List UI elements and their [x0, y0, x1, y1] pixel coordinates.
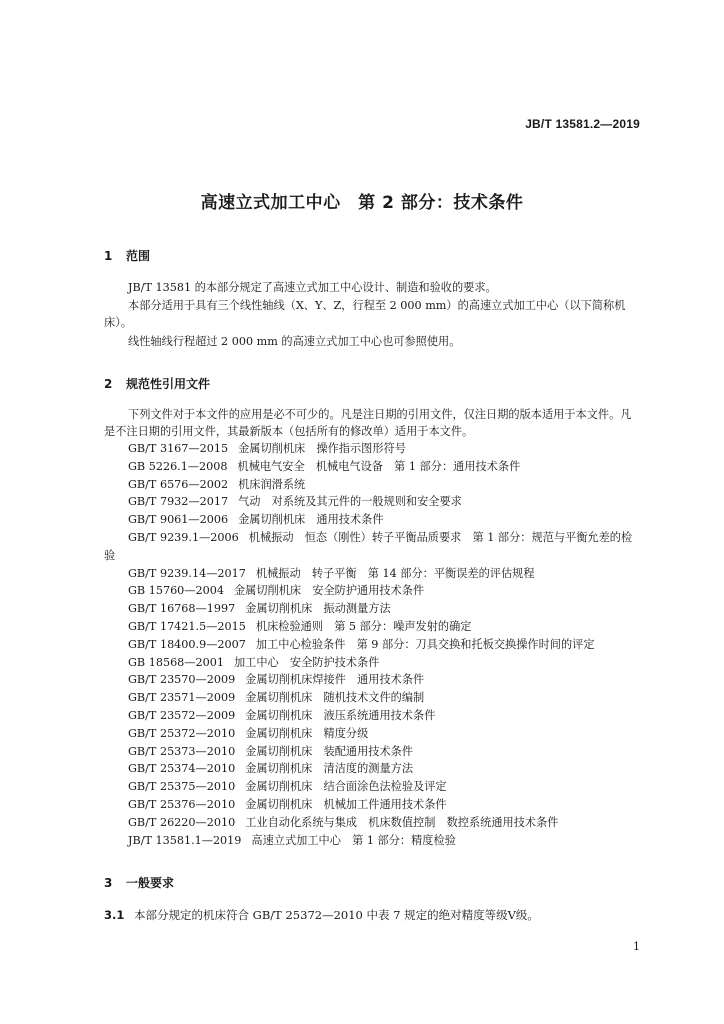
section-title: 规范性引用文件 [126, 377, 211, 391]
section-2-intro: 下列文件对于本文件的应用是必不可少的。凡是注日期的引用文件，仅注日期的版本适用于本文件。凡是不注日期的引用文件，其最新版本（包括所有的修改单）适用于本文件。 [104, 408, 632, 438]
reference-item: GB/T 3167—2015 金属切削机床 操作指示图形符号 [128, 442, 406, 455]
reference-item: GB/T 7932—2017 气动 对系统及其元件的一般规则和安全要求 [128, 495, 462, 509]
reference-item: GB/T 16768—1997 金属切削机床 振动测量方法 [128, 602, 391, 616]
reference-item: GB/T 9239.1—2006 机械振动 恒态（刚性）转子平衡品质要求 第 1 部分：规范与平衡允差的检验 [104, 530, 633, 562]
document-title: 高速立式加工中心 第 2 部分：技术条件 [200, 193, 524, 213]
normative-references-list [104, 440, 640, 849]
reference-item: GB/T 25374—2010 金属切削机床 清洁度的测量方法 [128, 762, 414, 776]
clause-3-1 [104, 907, 539, 923]
reference-item: GB/T 25373—2010 金属切削机床 装配通用技术条件 [128, 744, 414, 758]
reference-item: GB/T 25372—2010 金属切削机床 精度分级 [128, 726, 369, 740]
reference-item: GB 18568—2001 加工中心 安全防护技术条件 [128, 655, 380, 669]
reference-item: GB/T 6576—2002 机床润滑系统 [128, 477, 306, 491]
section-1-paragraph-1: JB/T 13581 的本部分规定了高速立式加工中心设计、制造和验收的要求。 [128, 281, 497, 294]
reference-item: GB/T 25375—2010 金属切削机床 结合面涂色法检验及评定 [128, 780, 447, 794]
reference-item: GB 5226.1—2008 机械电气安全 机械电气设备 第 1 部分：通用技术条件 [128, 459, 521, 473]
reference-item: GB/T 9061—2006 金属切削机床 通用技术条件 [128, 513, 384, 527]
section-number: 3 [104, 876, 113, 890]
section-number: 1 [104, 249, 113, 263]
reference-item: GB/T 23570—2009 金属切削机床焊接件 通用技术条件 [128, 673, 425, 687]
reference-item: GB/T 18400.9—2007 加工中心检验条件 第 9 部分：刀具交换和托板交换操作时间的评定 [128, 637, 595, 651]
section-number: 2 [104, 377, 113, 391]
standard-number: JB/T 13581.2—2019 [525, 117, 640, 131]
section-title: 范围 [126, 249, 151, 263]
section-1-paragraph-3: 线性轴线行程超过 2 000 mm 的高速立式加工中心也可参照使用。 [128, 335, 461, 348]
reference-item: JB/T 13581.1—2019 高速立式加工中心 第 1 部分：精度检验 [128, 833, 456, 847]
reference-item: GB/T 17421.5—2015 机床检验通则 第 5 部分：噪声发射的确定 [128, 619, 472, 633]
reference-item: GB 15760—2004 金属切削机床 安全防护通用技术条件 [128, 584, 425, 598]
reference-item: GB/T 25376—2010 金属切削机床 机械加工件通用技术条件 [128, 797, 447, 811]
reference-item: GB/T 23572—2009 金属切削机床 液压系统通用技术条件 [128, 708, 436, 722]
section-1-paragraph-2: 本部分适用于具有三个线性轴线（X、Y、Z，行程至 2 000 mm）的高速立式加工中心（以下简称机床）。 [104, 299, 626, 329]
section-2-heading [104, 375, 210, 392]
clause-text: 本部分规定的机床符合 GB/T 25372—2010 中表 7 规定的绝对精度等级Ⅴ级。 [134, 908, 539, 922]
reference-item: GB/T 26220—2010 工业自动化系统与集成 机床数值控制 数控系统通用技术条件 [128, 815, 559, 829]
section-title: 一般要求 [126, 876, 175, 890]
section-1-heading [104, 247, 150, 264]
reference-item: GB/T 9239.14—2017 机械振动 转子平衡 第 14 部分：平衡误差的评估规程 [128, 566, 535, 580]
clause-number: 3.1 [104, 908, 125, 922]
reference-item: GB/T 23571—2009 金属切削机床 随机技术文件的编制 [128, 691, 425, 705]
section-3-heading [104, 874, 174, 891]
page-number: 1 [633, 940, 640, 953]
